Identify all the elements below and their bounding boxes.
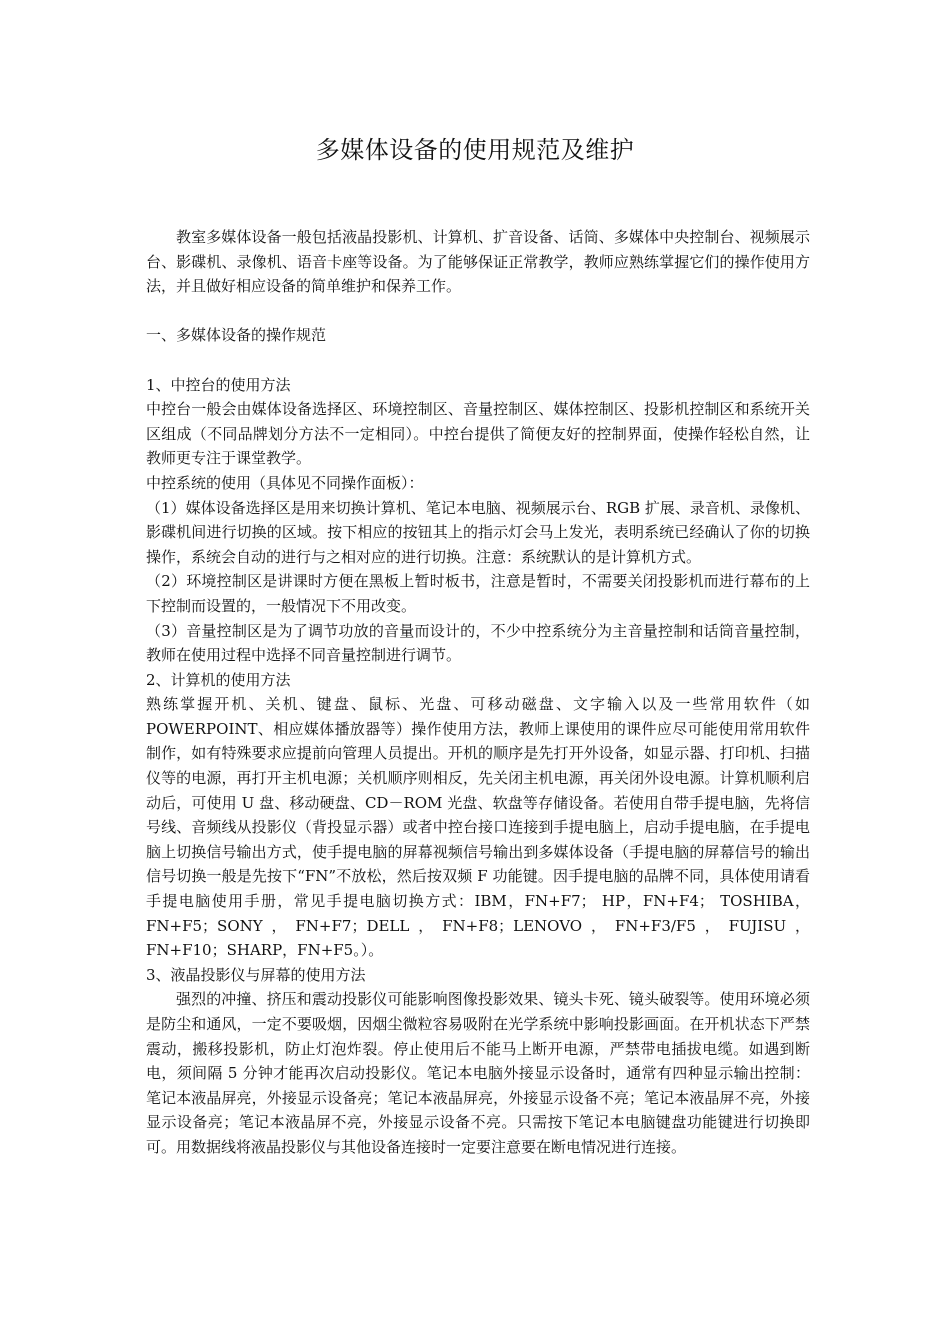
spacer (146, 348, 810, 373)
subsection-heading-1: 1、中控台的使用方法 (146, 375, 291, 394)
paragraph: 中控台一般会由媒体设备选择区、环境控制区、音量控制区、媒体控制区、投影机控制区和系统开关区组成（不同品牌划分方法不一定相同）。中控台提供了简便友好的控制界面，使操作轻松自然，让教师更专注于课堂教学。 (146, 400, 810, 468)
subsection-heading-2: 2、计算机的使用方法 (146, 670, 291, 689)
spacer (146, 299, 810, 324)
section-heading: 一、多媒体设备的操作规范 (146, 326, 327, 345)
paragraph: （3）音量控制区是为了调节功放的音量而设计的，不少中控系统分为主音量控制和话筒音量控制，教师在使用过程中选择不同音量控制进行调节。 (146, 621, 810, 665)
document-body (146, 225, 810, 1160)
intro-paragraph: 教室多媒体设备一般包括液晶投影机、计算机、扩音设备、话筒、多媒体中央控制台、视频展示台、影碟机、录像机、语音卡座等设备。为了能够保证正常教学，教师应熟练掌握它们的操作使用方法，并且做好相应设备的简单维护和保养工作。 (146, 228, 810, 296)
document-title: 多媒体设备的使用规范及维护 (315, 136, 635, 164)
subsection-heading-3: 3、液晶投影仪与屏幕的使用方法 (146, 965, 366, 984)
paragraph: （2）环境控制区是讲课时方便在黑板上暂时板书，注意是暂时，不需要关闭投影机而进行幕布的上下控制而设置的，一般情况下不用改变。 (146, 572, 810, 615)
paragraph: 中控系统的使用（具体见不同操作面板）： (146, 473, 424, 492)
paragraph: 熟练掌握开机、关机、键盘、鼠标、光盘、可移动磁盘、文字输入以及一些常用软件（如POWERPOINT、相应媒体播放器等）操作使用方法，教师上课使用的课件应尽可能使用常用软件制作，如有特殊要求应提前向管理人员提出。开机的顺序是先打开外设备，如显示器、打印机、扫描仪等的电源，再打开主机电源；关机顺序则相反，先关闭主机电源，再关闭外设电源。计算机顺利启动后，可使用 U 盘、移动硬盘、CD－ROM 光盘、软盘等存储设备。若使用自带手提电脑，先将信号线、音频线从投影仪（背投显示器）或者中控台接口连接到手提电脑上，启动手提电脑，在手提电脑上切换信号输出方式，使手提电脑的屏幕视频信号输出到多媒体设备（手提电脑的屏幕信号的输出信号切换一般是先按下“FN”不放松，然后按双频 F 功能键。因手提电脑的品牌不同，具体使用请看手提电脑使用手册，常见手提电脑切换方式：IBM，FN+F7； HP，FN+F4； TOSHIBA，FN+F5；SONY，FN+F7；DELL，FN+F8；LENOVO，FN+F3/F5，FUJISU，FN+F10；SHARP，FN+F5。）。 (146, 695, 810, 960)
paragraph: 强烈的冲撞、挤压和震动投影仪可能影响图像投影效果、镜头卡死、镜头破裂等。使用环境必须是防尘和通风，一定不要吸烟，因烟尘微粒容易吸附在光学系统中影响投影画面。在开机状态下严禁震动，搬移投影机，防止灯泡炸裂。停止使用后不能马上断开电源，严禁带电插拔电缆。如遇到断电，须间隔 5 分钟才能再次启动投影仪。笔记本电脑外接显示设备时，通常有四种显示输出控制：笔记本液晶屏亮，外接显示设备亮；笔记本液晶屏亮，外接显示设备不亮；笔记本液晶屏不亮，外接显示设备亮；笔记本液晶屏不亮，外接显示设备不亮。只需按下笔记本电脑键盘功能键进行切换即可。用数据线将液晶投影仪与其他设备连接时一定要注意要在断电情况进行连接。 (146, 990, 810, 1156)
paragraph: （1）媒体设备选择区是用来切换计算机、笔记本电脑、视频展示台、RGB 扩展、录音机、录像机、影碟机间进行切换的区域。按下相应的按钮其上的指示灯会马上发光，表明系统已经确认了你的切换操作，系统会自动的进行与之相对应的进行切换。注意：系统默认的是计算机方式。 (146, 498, 810, 566)
